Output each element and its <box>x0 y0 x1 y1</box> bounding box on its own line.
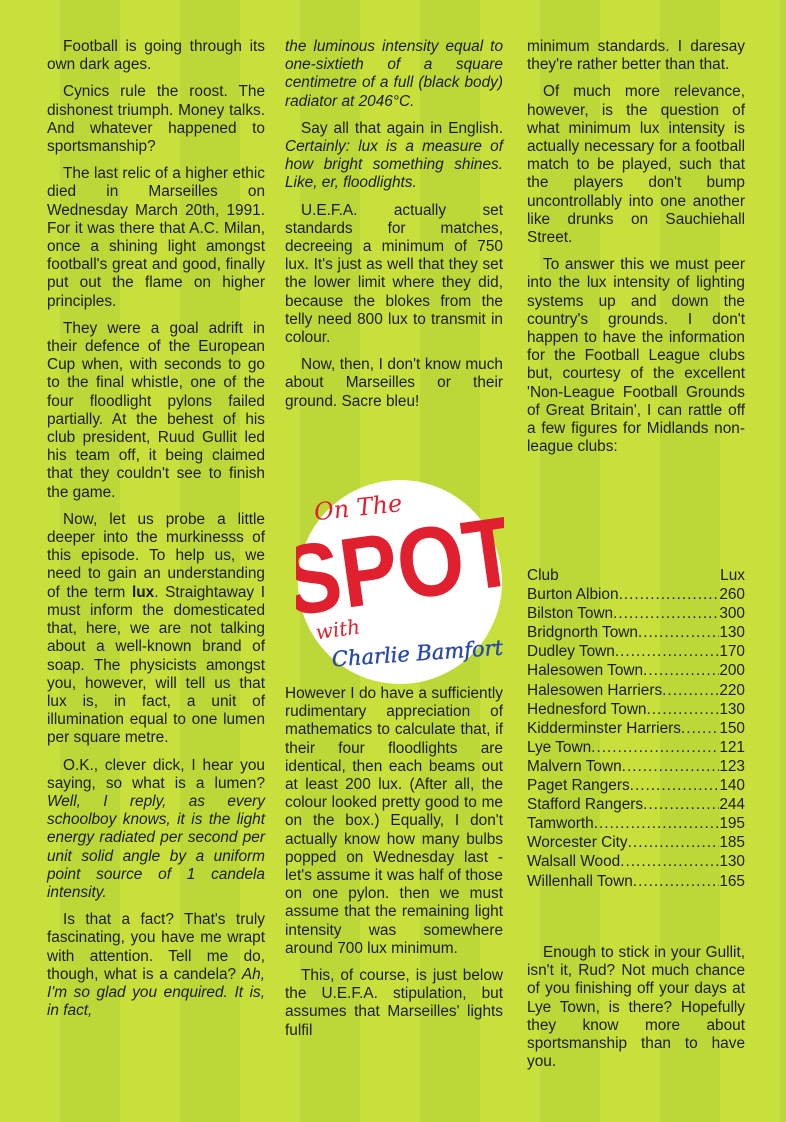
text-run: O.K., clever dick, I hear you saying, so what is a lumen? <box>47 756 265 792</box>
text-run: Is that a fact? That's truly fascinating, you have me wrapt with attention. Tell me do, though, what is a candela? <box>47 911 265 983</box>
club-name: Worcester City <box>527 834 628 852</box>
table-row <box>527 585 745 604</box>
table-row <box>527 833 745 852</box>
logo-line2: SPOT <box>296 494 504 638</box>
club-name: Burton Albion <box>527 586 619 604</box>
paragraph: Now, then, I don't know much about Marseilles or their ground. Sacre bleu! <box>285 356 503 410</box>
table-row <box>527 738 745 757</box>
table-row <box>527 681 745 700</box>
text-run: Now, let us probe a little deeper into the murkinesss of this episode. To help us, we need to gain an understanding of the term <box>47 510 265 601</box>
logo-graphic <box>296 478 504 686</box>
table-body <box>527 585 745 891</box>
text-run: . Straightaway I must inform the domesticated that, here, we are not talking about a well-known brand of soap. The physicists amongst you, however, will tell us that lux is, in fact, a unit of illumination equal to one lumen per square metre. <box>47 583 265 747</box>
club-name: Kidderminster Harriers <box>527 719 681 737</box>
club-name: Hednesford Town <box>527 700 647 718</box>
paragraph: Of much more relevance, however, is the question of what minimum lux intensity is actually necessary for a football match to be played, such that the players don't bump uncontrollably into one another like drunks on Sauchiehall Street. <box>527 83 745 247</box>
club-name: Willenhall Town <box>527 872 633 890</box>
paragraph: Enough to stick in your Gullit, isn't it, Rud? Not much chance of you finishing off your days at Lye Town, is there? Hopefully they know more about sportsmanship than to have you. <box>527 944 745 1071</box>
paragraph <box>47 757 265 903</box>
text-run: Say all that again in English. <box>301 119 503 137</box>
leader-dots <box>591 738 719 757</box>
article-column-1 <box>47 38 265 1029</box>
table-row <box>527 776 745 795</box>
table-row <box>527 642 745 661</box>
leader-dots <box>613 604 719 623</box>
leader-dots <box>630 776 720 795</box>
table-row <box>527 604 745 623</box>
table-row <box>527 623 745 642</box>
leader-dots <box>620 852 719 871</box>
paragraph: U.E.F.A. actually set standards for matches, decreeing a minimum of 750 lux. It's just as well that they set the lower limit where they did, because the blokes from the telly need 800 lux to transmit in colour. <box>285 201 503 347</box>
club-name: Tamworth <box>527 815 594 833</box>
leader-dots <box>615 642 719 661</box>
paragraph <box>285 38 503 111</box>
leader-dots <box>619 585 720 604</box>
lux-value: 200 <box>719 662 745 680</box>
article-column-3-lower <box>527 944 745 1071</box>
club-name: Dudley Town <box>527 643 615 661</box>
leader-dots <box>628 833 720 852</box>
lux-value: 150 <box>719 719 745 737</box>
club-name: Paget Rangers <box>527 777 630 795</box>
table-row <box>527 719 745 738</box>
lux-value: 121 <box>719 738 745 756</box>
on-the-spot-logo <box>296 478 504 686</box>
table-header <box>527 566 745 585</box>
paragraph: The last relic of a higher ethic died in Marseilles on Wednesday March 20th, 1991. For it was there that A.C. Milan, once a shining light amongst football's great and good, finally put out the flame on higher principles. <box>47 165 265 310</box>
article-column-3 <box>527 38 745 465</box>
leader-dots <box>633 872 720 891</box>
lux-value: 300 <box>719 605 745 623</box>
italic-text: Ah, I'm so glad you enquired. It is, in fact, <box>47 965 265 1020</box>
bold-term: lux <box>131 583 155 601</box>
lux-value: 220 <box>719 681 745 699</box>
lux-value: 244 <box>719 796 745 814</box>
article-column-2-lower <box>285 685 503 1049</box>
logo-line3: with <box>314 614 362 645</box>
club-name: Bridgnorth Town <box>527 624 638 642</box>
italic-text: Certainly: lux is a measure of how bright something shines. Like, er, floodlights. <box>285 138 503 192</box>
lux-value: 195 <box>719 815 745 833</box>
table-row <box>527 872 745 891</box>
paragraph: To answer this we must peer into the lux intensity of lighting systems up and down the country's grounds. I don't happen to have the information for the Football League clubs but, courtesy of the excellent 'Non-League Football Grounds of Great Britain', I can rattle off a few figures for Midlands non-league clubs: <box>527 256 745 456</box>
paragraph <box>47 511 265 748</box>
leader-dots <box>662 681 719 700</box>
leader-dots <box>622 757 720 776</box>
paragraph: minimum standards. I daresay they're rather better than that. <box>527 38 745 74</box>
paragraph: This, of course, is just below the U.E.F.A. stipulation, but assumes that Marseilles' lights fulfil <box>285 967 503 1039</box>
club-name: Bilston Town <box>527 605 614 623</box>
leader-dots <box>594 814 720 833</box>
article-column-2 <box>285 38 503 420</box>
paragraph: They were a goal adrift in their defence of the European Cup when, with seconds to go to the final whistle, one of the four floodlight pylons failed partially. At the behest of his club president, Ruud Gullit led his team off, it being claimed that they couldn't see to finish the game. <box>47 319 265 501</box>
table-row <box>527 700 745 719</box>
table-row <box>527 795 745 814</box>
table-row <box>527 661 745 680</box>
lux-value: 130 <box>719 853 745 871</box>
logo-line4: Charlie Bamforth <box>331 634 504 672</box>
club-name: Walsall Wood <box>527 853 621 871</box>
italic-text: Well, I reply, as every schoolboy knows, it is the light energy radiated per second per unit solid angle by a uniform point source of 1 candela intensity. <box>47 792 265 901</box>
lux-value: 185 <box>719 834 745 852</box>
lux-table <box>527 566 745 891</box>
leader-dots <box>643 661 719 680</box>
club-name: Malvern Town <box>527 757 622 775</box>
club-name: Halesowen Harriers <box>527 681 663 699</box>
lux-value: 165 <box>719 872 745 890</box>
table-row <box>527 852 745 871</box>
lux-value: 140 <box>719 777 745 795</box>
paragraph: Cynics rule the roost. The dishonest triumph. Money talks. And whatever happened to sportsmanship? <box>47 83 265 156</box>
lux-value: 170 <box>719 643 745 661</box>
club-name: Stafford Rangers <box>527 796 644 814</box>
paragraph <box>47 911 265 1020</box>
leader-dots <box>638 623 719 642</box>
lux-value: 130 <box>719 700 745 718</box>
header-lux: Lux <box>720 567 745 584</box>
leader-dots <box>643 795 719 814</box>
table-row <box>527 757 745 776</box>
header-club: Club <box>527 567 559 584</box>
leader-dots <box>647 700 720 719</box>
leader-dots <box>681 719 719 738</box>
paragraph: However I do have a sufficiently rudimentary appreciation of mathematics to calculate that, if their four floodlights are identical, then each beams out at least 200 lux. (After all, the colour looked pretty good to me on the box.) Equally, I don't actually know how many bulbs popped on Wednesday last - let's assume it was half of those on one pylon. then we must assume that the remaining light intensity was somewhere around 700 lux minimum. <box>285 685 503 957</box>
logo-line1: On The <box>312 489 404 527</box>
lux-value: 123 <box>719 757 745 775</box>
club-name: Lye Town <box>527 738 592 756</box>
table-row <box>527 814 745 833</box>
lux-value: 130 <box>719 624 745 642</box>
paragraph <box>285 120 503 193</box>
club-name: Halesowen Town <box>527 662 644 680</box>
paragraph: Football is going through its own dark ages. <box>47 38 265 74</box>
italic-text: the luminous intensity equal to one-sixtieth of a square centimetre of a full (black body) radiator at 2046°C. <box>285 38 503 110</box>
lux-value: 260 <box>719 586 745 604</box>
